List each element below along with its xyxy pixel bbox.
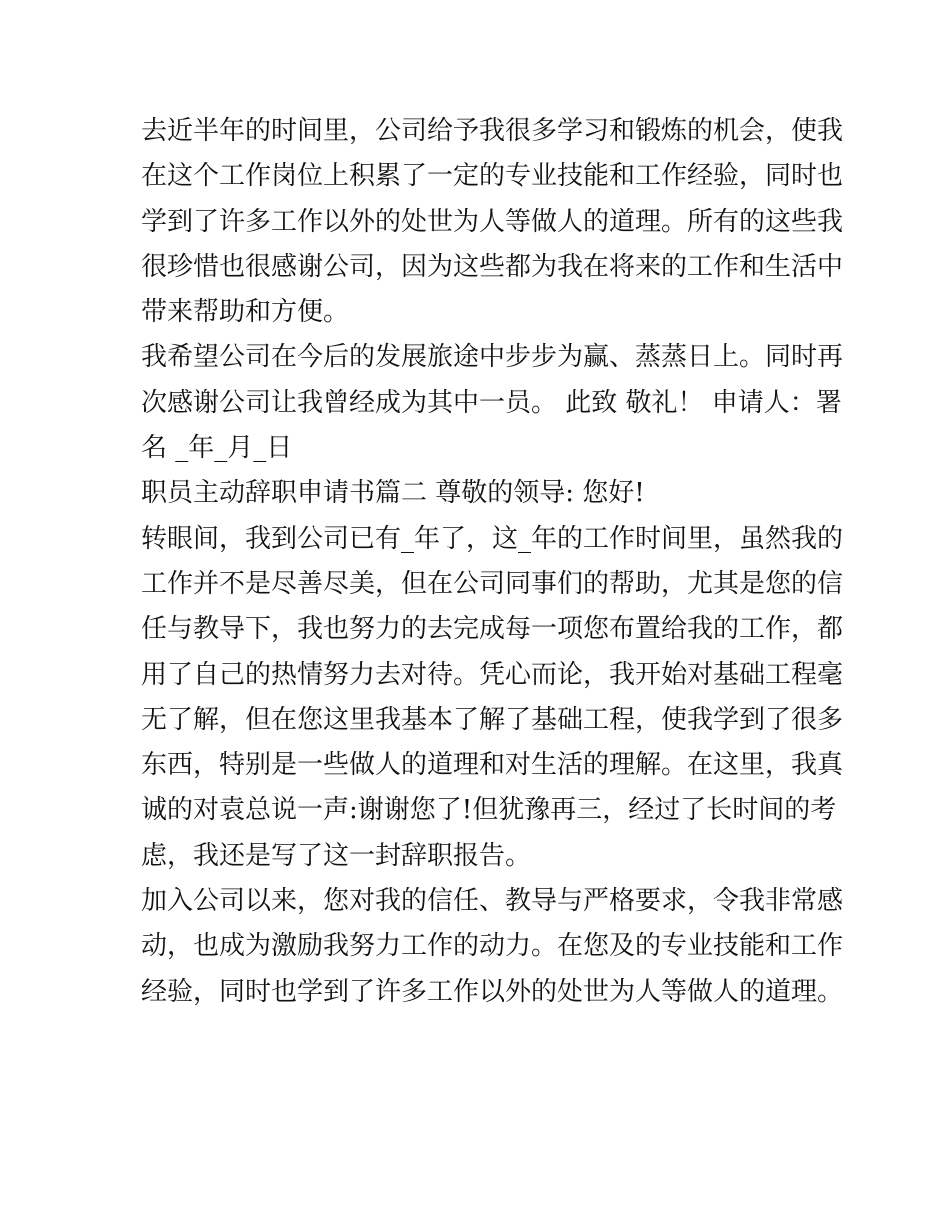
text-line: 虑，我还是写了这一封辞职报告。 (141, 840, 532, 871)
paragraph-gratitude (141, 109, 844, 335)
paragraph-title-greeting (141, 471, 816, 516)
text-line: 经验，同时也学到了许多工作以外的处世为人等做人的道理。 (141, 976, 844, 1007)
text-line: 去近半年的时间里，公司给予我很多学习和锻炼的机会，使我 (141, 116, 844, 146)
text-line: 加入公司以来，您对我的信任、教导与严格要求，令我非常感 (141, 886, 844, 917)
text-line: 我希望公司在今后的发展旅途中步步为赢、蒸蒸日上。同时再 (141, 342, 844, 373)
paragraph-thanks (141, 879, 844, 1015)
text-line: 东西，特别是一些做人的道理和对生活的理解。在这里，我真 (141, 750, 844, 781)
text-line: 任与教导下，我也努力的去完成每一项您布置给我的工作，都 (141, 614, 844, 645)
text-line: 带来帮助和方便。 (141, 297, 350, 328)
text-line: 用了自己的热情努力去对待。凭心而论，我开始对基础工程毫 (141, 659, 844, 690)
text-line: 转眼间，我到公司已有_年了，这_年的工作时间里，虽然我的 (141, 523, 844, 554)
paragraph-closing (141, 335, 844, 471)
text-line: 很珍惜也很感谢公司，因为这些都为我在将来的工作和生活中 (141, 251, 844, 282)
text-line: 名 _年_月_日 (141, 433, 293, 464)
text-line: 次感谢公司让我曾经成为其中一员。 此致 敬礼！ 申请人：署 (141, 387, 842, 418)
text-line: 学到了许多工作以外的处世为人等做人的道理。所有的这些我 (141, 206, 844, 237)
text-line: 工作并不是尽善尽美，但在公司同事们的帮助，尤其是您的信 (141, 568, 844, 599)
paragraph-reflection (141, 517, 844, 879)
text-line: 诚的对袁总说一声:谢谢您了!但犹豫再三，经过了长时间的考 (141, 795, 837, 826)
section-title-line: 职员主动辞职申请书篇二 尊敬的领导: 您好! (141, 478, 645, 509)
document-body (141, 109, 844, 1015)
text-line: 无了解，但在您这里我基本了解了基础工程，使我学到了很多 (141, 704, 844, 735)
text-line: 动，也成为激励我努力工作的动力。在您及的专业技能和工作 (141, 931, 844, 962)
text-line: 在这个工作岗位上积累了一定的专业技能和工作经验，同时也 (141, 161, 844, 192)
